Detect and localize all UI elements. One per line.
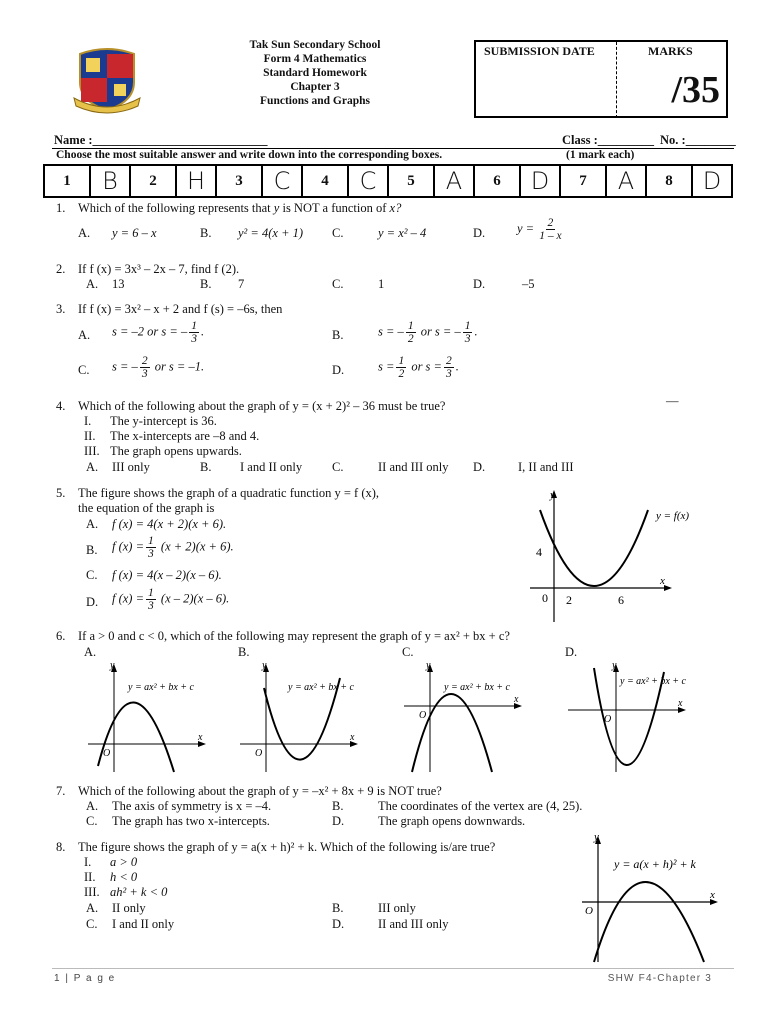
answer-box-2[interactable]: H <box>176 165 216 197</box>
q2-option-d: –5 <box>522 277 535 291</box>
topic-title: Functions and Graphs <box>260 95 370 107</box>
q5-option-c: f (x) = 4(x – 2)(x – 6). <box>112 568 222 582</box>
q5-option-d: f (x) = $\frac{1}{3}$ (x – 2)(x – 6). <box>112 587 230 612</box>
q7-option-a: The axis of symmetry is x = –4. <box>112 799 272 813</box>
page-number: 1 | P a g e <box>54 973 116 984</box>
q6-graph-b <box>236 660 366 775</box>
number-field[interactable]: No. :________ <box>660 133 736 147</box>
q8-statement-1: a > 0 <box>110 855 138 869</box>
q8-option-a: II only <box>112 901 146 915</box>
svg-text:O: O <box>103 748 111 759</box>
q5-number: 5. <box>56 486 66 500</box>
q6-label-b: B. <box>238 645 250 659</box>
q8-graph <box>578 832 732 964</box>
q4-statement-2: The x-intercepts are –8 and 4. <box>110 429 260 443</box>
homework-type: Standard Homework <box>263 67 367 79</box>
q8-y-axis-label: y <box>594 832 599 843</box>
q8-curve-label: y = a(x + h)² + k <box>614 857 696 871</box>
class-field[interactable]: Class :_________ <box>562 133 655 147</box>
form-label: Form 4 Mathematics <box>263 53 367 65</box>
answer-number: 7 <box>560 165 606 197</box>
answer-box-6[interactable]: D <box>520 165 560 197</box>
q5-stem-line1: The figure shows the graph of a quadratic function y = f (x), <box>78 486 380 500</box>
answer-number: 1 <box>44 165 90 197</box>
q2-option-a: 13 <box>112 277 125 291</box>
submission-date-label: SUBMISSION DATE <box>484 44 595 58</box>
svg-text:O: O <box>604 714 612 725</box>
q6-graph-c <box>400 660 530 775</box>
q5-stem-line2: the equation of the graph is <box>78 501 215 515</box>
svg-text:x: x <box>514 694 519 705</box>
answer-box-7[interactable]: A <box>606 165 646 197</box>
svg-text:y: y <box>262 660 267 671</box>
answer-box-1[interactable]: B <box>90 165 130 197</box>
answer-box-4[interactable]: C <box>348 165 388 197</box>
q5-origin-label: 0 <box>542 591 548 605</box>
svg-text:x: x <box>678 698 683 709</box>
q2-option-c: 1 <box>378 277 385 291</box>
q2-stem: If f (x) = 3x³ – 2x – 7, find f (2). <box>78 262 240 276</box>
svg-text:y = ax² + bx + c: y = ax² + bx + c <box>288 682 354 693</box>
q1-option-b: y² = 4(x + 1) <box>238 226 304 240</box>
svg-text:y: y <box>110 660 115 671</box>
q5-option-a: f (x) = 4(x + 2)(x + 6). <box>112 517 227 531</box>
q6-stem: If a > 0 and c < 0, which of the following may represent the graph of y = ax² + bx + c? <box>78 629 510 643</box>
svg-text:O: O <box>419 710 427 721</box>
svg-text:y = ax² + bx + c: y = ax² + bx + c <box>128 682 194 693</box>
q3-option-d: s = $\frac{1}{2}$ or s = $\frac{2}{3}$ . <box>378 355 459 380</box>
svg-text:x: x <box>198 732 203 743</box>
q5-y-axis-label: y <box>550 489 555 501</box>
marks-label: MARKS <box>648 44 693 58</box>
q7-stem: Which of the following about the graph of y = –x² + 8x + 9 is NOT true? <box>78 784 442 798</box>
q8-statement-2: h < 0 <box>110 870 138 884</box>
answer-number: 4 <box>302 165 348 197</box>
q5-x-root-2-label: 6 <box>618 593 624 607</box>
q7-number: 7. <box>56 784 66 798</box>
q4-stem: Which of the following about the graph of y = (x + 2)² – 36 must be true? <box>78 399 446 413</box>
answer-number: 2 <box>130 165 176 197</box>
footer-title: SHW F4-Chapter 3 <box>607 973 712 984</box>
q4-number: 4. <box>56 399 66 413</box>
q4-option-a: III only <box>112 460 150 474</box>
q7-option-b: The coordinates of the vertex are (4, 25). <box>378 799 583 813</box>
q5-x-axis-label: x <box>660 575 665 587</box>
q6-label-d: D. <box>565 645 578 659</box>
answer-number: 6 <box>474 165 520 197</box>
answer-number: 5 <box>388 165 434 197</box>
svg-text:O: O <box>255 748 263 759</box>
answer-number: 8 <box>646 165 692 197</box>
q7-option-c: The graph has two x-intercepts. <box>112 814 270 828</box>
q8-option-b: III only <box>378 901 416 915</box>
submission-marks-box <box>474 40 728 118</box>
q1-option-d: y = $\frac{2}{1 - x}$ <box>517 217 562 242</box>
q6-graph-d <box>564 660 694 775</box>
q5-curve-label: y = f(x) <box>656 510 690 522</box>
q8-statement-3: ah² + k < 0 <box>110 885 168 899</box>
answer-box-8[interactable]: D <box>692 165 732 197</box>
svg-text:x: x <box>350 732 355 743</box>
answer-number: 3 <box>216 165 262 197</box>
document-header <box>200 38 430 108</box>
q3-option-b: s = – $\frac{1}{2}$ or s = – $\frac{1}{3}$ . <box>378 320 478 345</box>
instruction-text: Choose the most suitable answer and write down into the corresponding boxes. <box>56 149 443 161</box>
q4-option-c: II and III only <box>378 460 449 474</box>
answer-box-3[interactable]: C <box>262 165 302 197</box>
q6-number: 6. <box>56 629 66 643</box>
school-crest-logo <box>72 44 142 114</box>
q6-label-c: C. <box>402 645 414 659</box>
chapter-label: Chapter 3 <box>290 81 340 93</box>
q4-option-b: I and II only <box>240 460 303 474</box>
q5-graph <box>526 484 736 624</box>
q4-statement-1: The y-intercept is 36. <box>110 414 217 428</box>
answer-table <box>43 164 733 198</box>
q8-option-d: II and III only <box>378 917 449 931</box>
q5-option-b: f (x) = $\frac{1}{3}$ (x + 2)(x + 6). <box>112 535 234 560</box>
marks-note: (1 mark each) <box>566 149 635 161</box>
svg-text:y: y <box>426 660 431 671</box>
q8-x-axis-label: x <box>710 889 715 901</box>
q8-number: 8. <box>56 840 66 854</box>
name-field[interactable]: Name :____________________________ <box>54 133 268 147</box>
q8-stem: The figure shows the graph of y = a(x + h)² + k. Which of the following is/are true? <box>78 840 496 854</box>
svg-text:y: y <box>612 660 617 671</box>
q1-stem: Which of the following represents that y is NOT a function of x? <box>78 201 402 215</box>
q3-stem: If f (x) = 3x² – x + 2 and f (s) = –6s, then <box>78 302 283 316</box>
svg-text:y = ax² + bx + c: y = ax² + bx + c <box>620 676 686 687</box>
q5-y-intercept-label: 4 <box>536 545 542 559</box>
q8-origin-label: O <box>585 905 593 917</box>
q7-option-d: The graph opens downwards. <box>378 814 526 828</box>
q3-option-a: s = –2 or s = – $\frac{1}{3}$ . <box>112 320 205 345</box>
q4-dash-mark: — <box>666 394 679 408</box>
q2-number: 2. <box>56 262 66 276</box>
q8-option-c: I and II only <box>112 917 175 931</box>
q1-option-a: y = 6 – x <box>112 226 157 240</box>
q5-x-root-1-label: 2 <box>566 593 572 607</box>
marks-total: /35 <box>671 69 720 111</box>
answer-box-5[interactable]: A <box>434 165 474 197</box>
q1-number: 1. <box>56 201 66 215</box>
q6-graph-a <box>84 660 214 775</box>
q1-option-c: y = x² – 4 <box>378 226 427 240</box>
svg-text:y = ax² + bx + c: y = ax² + bx + c <box>444 682 510 693</box>
q4-statement-3: The graph opens upwards. <box>110 444 242 458</box>
q3-number: 3. <box>56 302 66 316</box>
q2-option-b: 7 <box>238 277 245 291</box>
q3-option-c: s = – $\frac{2}{3}$ or s = –1. <box>112 355 205 380</box>
school-name: Tak Sun Secondary School <box>249 39 381 51</box>
q6-label-a: A. <box>84 645 97 659</box>
q4-option-d: I, II and III <box>518 460 574 474</box>
